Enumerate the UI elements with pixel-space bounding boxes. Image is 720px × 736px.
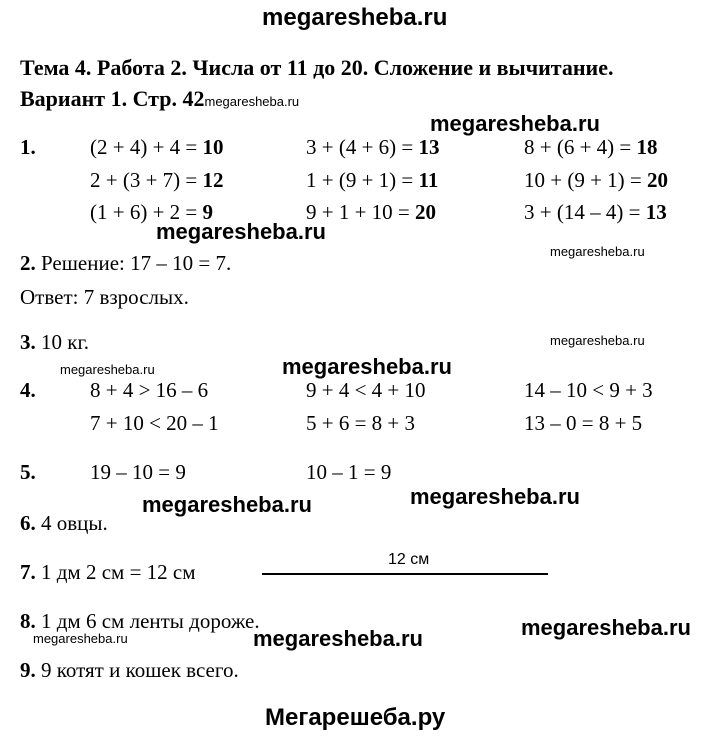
task1-equation: 10 + (9 + 1) = 20	[524, 168, 669, 192]
variant-heading-text: Вариант 1. Стр. 42	[20, 86, 205, 111]
task7-number: 7.	[20, 560, 36, 584]
task5-equation: 19 – 10 = 9	[90, 460, 186, 484]
task1-equation: (1 + 6) + 2 = 9	[90, 200, 214, 224]
task4-comparison: 9 + 4 < 4 + 10	[306, 378, 426, 402]
watermark: megaresheba.ru	[204, 94, 300, 109]
task4-number: 4.	[20, 378, 36, 402]
task3-number: 3.	[20, 330, 36, 354]
task4-comparison: 7 + 10 < 20 – 1	[90, 411, 219, 435]
task2-answer: Ответ: 7 взрослых.	[20, 285, 189, 309]
segment-label: 12 см	[388, 551, 430, 568]
watermark: megaresheba.ru	[550, 333, 645, 348]
task1-equation: 3 + (14 – 4) = 13	[524, 200, 667, 224]
task9-number: 9.	[20, 658, 36, 682]
watermark: megaresheba.ru	[142, 492, 312, 517]
task1-equation: (2 + 4) + 4 = 10	[90, 135, 224, 159]
task9-answer: 9. 9 котят и кошек всего.	[20, 658, 239, 682]
task3-answer: 3. 10 кг.	[20, 330, 89, 354]
task6-answer: 6. 4 овцы.	[20, 511, 108, 535]
segment-line	[262, 573, 548, 575]
task1-equation: 2 + (3 + 7) = 12	[90, 168, 224, 192]
watermark: megaresheba.ru	[33, 631, 128, 646]
task8-answer: 8. 1 дм 6 см ленты дороже.	[20, 609, 260, 633]
task4-comparison: 8 + 4 > 16 – 6	[90, 378, 209, 402]
watermark: megaresheba.ru	[60, 362, 155, 377]
task5-number: 5.	[20, 460, 36, 484]
task4-comparison: 14 – 10 < 9 + 3	[524, 378, 653, 402]
task8-number: 8.	[20, 609, 36, 633]
task2-number: 2.	[20, 251, 36, 275]
task1-equation: 9 + 1 + 10 = 20	[306, 200, 437, 224]
task1-equation: 1 + (9 + 1) = 11	[306, 168, 439, 192]
task4-comparison: 13 – 0 = 8 + 5	[524, 411, 643, 435]
watermark: megaresheba.ru	[282, 354, 452, 379]
task2-solution: 2. Решение: 17 – 10 = 7.	[20, 251, 232, 275]
watermark: megaresheba.ru	[410, 484, 580, 509]
task7-answer: 7. 1 дм 2 см = 12 см	[20, 560, 196, 584]
footer-title: Мегарешеба.ру	[265, 704, 446, 731]
watermark: megaresheba.ru	[430, 111, 600, 136]
topic-heading: Тема 4. Работа 2. Числа от 11 до 20. Сложение и вычитание.	[20, 55, 614, 80]
task1-number: 1.	[20, 135, 36, 159]
task1-equation: 3 + (4 + 6) = 13	[306, 135, 440, 159]
task1-equation: 8 + (6 + 4) = 18	[524, 135, 658, 159]
variant-heading	[20, 86, 299, 112]
watermark: megaresheba.ru	[550, 244, 645, 259]
task6-number: 6.	[20, 511, 36, 535]
watermark: megaresheba.ru	[521, 615, 691, 640]
watermark: megaresheba.ru	[156, 219, 326, 244]
site-title: megaresheba.ru	[262, 4, 448, 31]
task4-comparison: 5 + 6 = 8 + 3	[306, 411, 416, 435]
watermark: megaresheba.ru	[253, 626, 423, 651]
task5-equation: 10 – 1 = 9	[306, 460, 392, 484]
